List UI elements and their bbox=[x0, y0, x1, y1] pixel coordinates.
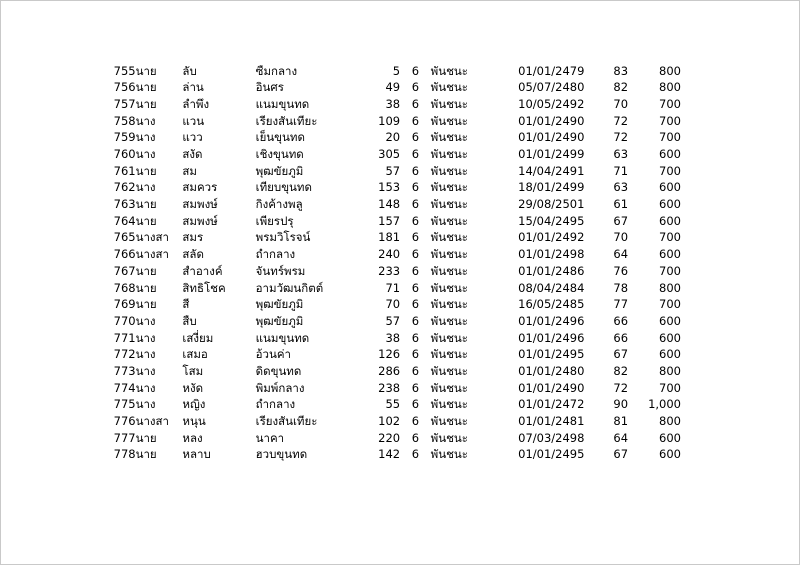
cell-first-name: แวว bbox=[182, 130, 203, 145]
cell-house-no: 70 bbox=[385, 297, 401, 312]
cell-title: นาย bbox=[135, 163, 157, 178]
cell-tambon: พันชนะ bbox=[430, 180, 468, 195]
cell-title: นาง bbox=[135, 347, 156, 362]
cell-moo: 6 bbox=[411, 430, 420, 445]
cell-house-no: 126 bbox=[378, 347, 401, 362]
cell-amount: 600 bbox=[659, 430, 681, 445]
cell-house-no: 57 bbox=[385, 163, 401, 178]
cell-tambon: พันชนะ bbox=[430, 380, 468, 395]
cell-last-name: เรียงสันเทียะ bbox=[255, 414, 318, 429]
table-row bbox=[101, 347, 681, 364]
cell-age: 77 bbox=[613, 297, 629, 312]
cell-first-name: สำอางค์ bbox=[182, 263, 223, 278]
cell-moo: 6 bbox=[411, 330, 420, 345]
cell-last-name: นาคา bbox=[255, 430, 285, 445]
cell-age: 72 bbox=[613, 113, 629, 128]
cell-last-name: จันทร์พรม bbox=[255, 263, 306, 278]
cell-age: 81 bbox=[613, 414, 629, 429]
cell-age: 67 bbox=[613, 447, 629, 462]
cell-title: นาง bbox=[135, 113, 156, 128]
cell-last-name: ฮวบขุนทด bbox=[255, 447, 308, 462]
cell-no: 766 bbox=[113, 247, 136, 262]
cell-first-name: สมพงษ์ bbox=[182, 213, 218, 228]
cell-tambon: พันชนะ bbox=[430, 113, 468, 128]
cell-title: นาง bbox=[135, 130, 156, 145]
cell-no: 777 bbox=[113, 430, 136, 445]
cell-amount: 1,000 bbox=[648, 397, 681, 412]
cell-date: 05/07/2480 bbox=[518, 80, 585, 95]
cell-house-no: 49 bbox=[385, 80, 401, 95]
cell-house-no: 5 bbox=[392, 63, 401, 78]
table-row bbox=[101, 63, 681, 80]
cell-last-name: แนมขุนทด bbox=[255, 330, 310, 345]
cell-date: 01/01/2496 bbox=[518, 313, 585, 328]
cell-first-name: สี bbox=[182, 297, 190, 312]
cell-moo: 6 bbox=[411, 113, 420, 128]
cell-house-no: 286 bbox=[378, 363, 401, 378]
cell-amount: 700 bbox=[659, 96, 681, 111]
cell-date: 01/01/2499 bbox=[518, 147, 585, 162]
cell-amount: 800 bbox=[659, 80, 681, 95]
cell-house-no: 238 bbox=[378, 380, 401, 395]
cell-title: นางสา bbox=[135, 247, 170, 262]
cell-tambon: พันชนะ bbox=[430, 247, 468, 262]
cell-tambon: พันชนะ bbox=[430, 280, 468, 295]
cell-amount: 600 bbox=[659, 197, 681, 212]
cell-age: 82 bbox=[613, 80, 629, 95]
cell-house-no: 148 bbox=[378, 197, 401, 212]
cell-age: 64 bbox=[613, 430, 629, 445]
cell-house-no: 38 bbox=[385, 330, 401, 345]
cell-last-name: อินศร bbox=[255, 80, 284, 95]
cell-title: นาย bbox=[135, 447, 157, 462]
cell-first-name: หงัด bbox=[182, 380, 204, 395]
cell-date: 01/01/2481 bbox=[518, 414, 585, 429]
cell-last-name: พรมวิโรจน์ bbox=[255, 230, 311, 245]
cell-amount: 800 bbox=[659, 363, 681, 378]
cell-no: 761 bbox=[113, 163, 136, 178]
table-row bbox=[101, 213, 681, 230]
table-row bbox=[101, 180, 681, 197]
cell-first-name: สืบ bbox=[182, 313, 197, 328]
cell-amount: 700 bbox=[659, 230, 681, 245]
cell-amount: 600 bbox=[659, 347, 681, 362]
cell-title: นาง bbox=[135, 330, 156, 345]
cell-amount: 700 bbox=[659, 163, 681, 178]
cell-moo: 6 bbox=[411, 197, 420, 212]
cell-date: 08/04/2484 bbox=[518, 280, 585, 295]
cell-moo: 6 bbox=[411, 363, 420, 378]
cell-first-name: ลับ bbox=[182, 63, 197, 78]
cell-date: 01/01/2472 bbox=[518, 397, 585, 412]
cell-title: นาย bbox=[135, 263, 157, 278]
cell-title: นาง bbox=[135, 147, 156, 162]
cell-tambon: พันชนะ bbox=[430, 213, 468, 228]
cell-no: 769 bbox=[113, 297, 136, 312]
table-row bbox=[101, 447, 681, 464]
cell-house-no: 71 bbox=[385, 280, 401, 295]
table-row bbox=[101, 280, 681, 297]
cell-title: นาง bbox=[135, 313, 156, 328]
cell-age: 67 bbox=[613, 347, 629, 362]
cell-age: 76 bbox=[613, 263, 629, 278]
cell-date: 01/01/2490 bbox=[518, 380, 585, 395]
records-table-body bbox=[101, 63, 681, 464]
cell-house-no: 142 bbox=[378, 447, 401, 462]
cell-house-no: 240 bbox=[378, 247, 401, 262]
cell-house-no: 157 bbox=[378, 213, 401, 228]
cell-tambon: พันชนะ bbox=[430, 63, 468, 78]
table-row bbox=[101, 230, 681, 247]
cell-date: 01/01/2490 bbox=[518, 113, 585, 128]
cell-last-name: เชิงขุนทด bbox=[255, 147, 304, 162]
cell-last-name: ถำกลาง bbox=[255, 397, 296, 412]
cell-amount: 600 bbox=[659, 180, 681, 195]
cell-first-name: เสมอ bbox=[182, 347, 208, 362]
cell-age: 78 bbox=[613, 280, 629, 295]
cell-tambon: พันชนะ bbox=[430, 430, 468, 445]
table-row bbox=[101, 380, 681, 397]
table-row bbox=[101, 163, 681, 180]
cell-first-name: โสม bbox=[182, 363, 204, 378]
cell-date: 01/01/2486 bbox=[518, 263, 585, 278]
cell-date: 01/01/2495 bbox=[518, 347, 585, 362]
cell-last-name: กิงค้างพลู bbox=[255, 197, 303, 212]
cell-first-name: สม bbox=[182, 163, 197, 178]
cell-age: 71 bbox=[613, 163, 629, 178]
cell-no: 755 bbox=[113, 63, 136, 78]
cell-amount: 700 bbox=[659, 113, 681, 128]
cell-title: นาย bbox=[135, 197, 157, 212]
cell-first-name: แวน bbox=[182, 113, 205, 128]
table-row bbox=[101, 96, 681, 113]
cell-age: 63 bbox=[613, 180, 629, 195]
cell-moo: 6 bbox=[411, 347, 420, 362]
cell-first-name: สมควร bbox=[182, 180, 218, 195]
cell-title: นาย bbox=[135, 297, 157, 312]
cell-tambon: พันชนะ bbox=[430, 363, 468, 378]
cell-house-no: 57 bbox=[385, 313, 401, 328]
cell-last-name: ดิดขุนทด bbox=[255, 363, 302, 378]
table-row bbox=[101, 113, 681, 130]
cell-title: นาย bbox=[135, 280, 157, 295]
cell-last-name: ซืมกลาง bbox=[255, 63, 298, 78]
table-row bbox=[101, 146, 681, 163]
cell-house-no: 20 bbox=[385, 130, 401, 145]
cell-no: 760 bbox=[113, 147, 136, 162]
cell-age: 82 bbox=[613, 363, 629, 378]
table-row bbox=[101, 413, 681, 430]
cell-moo: 6 bbox=[411, 247, 420, 262]
cell-date: 01/01/2496 bbox=[518, 330, 585, 345]
records-table-wrapper bbox=[101, 63, 701, 464]
cell-amount: 800 bbox=[659, 63, 681, 78]
cell-first-name: ล่าน bbox=[182, 80, 204, 95]
cell-first-name: สมพงษ์ bbox=[182, 197, 218, 212]
table-row bbox=[101, 430, 681, 447]
table-row bbox=[101, 247, 681, 264]
cell-date: 01/01/2498 bbox=[518, 247, 585, 262]
cell-age: 70 bbox=[613, 96, 629, 111]
cell-amount: 700 bbox=[659, 130, 681, 145]
cell-no: 756 bbox=[113, 80, 136, 95]
cell-amount: 700 bbox=[659, 380, 681, 395]
cell-no: 759 bbox=[113, 130, 136, 145]
cell-last-name: พิมพ์กลาง bbox=[255, 380, 305, 395]
cell-amount: 600 bbox=[659, 313, 681, 328]
cell-age: 70 bbox=[613, 230, 629, 245]
cell-last-name: เทียบขุนทด bbox=[255, 180, 312, 195]
cell-age: 64 bbox=[613, 247, 629, 262]
cell-house-no: 153 bbox=[378, 180, 401, 195]
cell-date: 16/05/2485 bbox=[518, 297, 585, 312]
cell-no: 772 bbox=[113, 347, 136, 362]
cell-tambon: พันชนะ bbox=[430, 130, 468, 145]
cell-moo: 6 bbox=[411, 313, 420, 328]
cell-last-name: เย็นขุนทด bbox=[255, 130, 305, 145]
cell-first-name: หญิง bbox=[182, 397, 206, 412]
cell-date: 15/04/2495 bbox=[518, 213, 585, 228]
cell-moo: 6 bbox=[411, 280, 420, 295]
cell-title: นางสา bbox=[135, 230, 170, 245]
cell-tambon: พันชนะ bbox=[430, 297, 468, 312]
cell-amount: 700 bbox=[659, 263, 681, 278]
cell-tambon: พันชนะ bbox=[430, 230, 468, 245]
cell-tambon: พันชนะ bbox=[430, 80, 468, 95]
cell-moo: 6 bbox=[411, 213, 420, 228]
cell-no: 770 bbox=[113, 313, 136, 328]
cell-tambon: พันชนะ bbox=[430, 397, 468, 412]
cell-moo: 6 bbox=[411, 230, 420, 245]
cell-age: 83 bbox=[613, 63, 629, 78]
cell-first-name: สิทธิโชค bbox=[182, 280, 226, 295]
cell-moo: 6 bbox=[411, 263, 420, 278]
cell-no: 767 bbox=[113, 263, 136, 278]
cell-title: นาย bbox=[135, 96, 157, 111]
cell-amount: 600 bbox=[659, 447, 681, 462]
cell-last-name: อามวัฒนกิตต์ bbox=[255, 280, 324, 295]
cell-tambon: พันชนะ bbox=[430, 313, 468, 328]
cell-tambon: พันชนะ bbox=[430, 447, 468, 462]
cell-date: 01/01/2490 bbox=[518, 130, 585, 145]
cell-title: นาย bbox=[135, 213, 157, 228]
cell-first-name: หนุน bbox=[182, 414, 206, 429]
cell-age: 90 bbox=[613, 397, 629, 412]
cell-no: 764 bbox=[113, 213, 136, 228]
cell-date: 29/08/2501 bbox=[518, 197, 585, 212]
cell-last-name: พุฒขัยภูมิ bbox=[255, 163, 304, 178]
cell-age: 72 bbox=[613, 380, 629, 395]
table-row bbox=[101, 330, 681, 347]
cell-tambon: พันชนะ bbox=[430, 197, 468, 212]
cell-date: 14/04/2491 bbox=[518, 163, 585, 178]
cell-title: นาง bbox=[135, 363, 156, 378]
cell-no: 776 bbox=[113, 414, 136, 429]
cell-no: 774 bbox=[113, 380, 136, 395]
cell-no: 762 bbox=[113, 180, 136, 195]
cell-moo: 6 bbox=[411, 147, 420, 162]
cell-date: 01/01/2492 bbox=[518, 230, 585, 245]
cell-first-name: สมร bbox=[182, 230, 204, 245]
table-row bbox=[101, 297, 681, 314]
cell-date: 18/01/2499 bbox=[518, 180, 585, 195]
cell-tambon: พันชนะ bbox=[430, 163, 468, 178]
cell-amount: 700 bbox=[659, 297, 681, 312]
cell-moo: 6 bbox=[411, 447, 420, 462]
cell-moo: 6 bbox=[411, 297, 420, 312]
cell-tambon: พันชนะ bbox=[430, 347, 468, 362]
cell-no: 778 bbox=[113, 447, 136, 462]
cell-house-no: 38 bbox=[385, 96, 401, 111]
cell-date: 10/05/2492 bbox=[518, 96, 585, 111]
cell-no: 757 bbox=[113, 96, 136, 111]
table-row bbox=[101, 197, 681, 214]
table-row bbox=[101, 363, 681, 380]
cell-age: 66 bbox=[613, 330, 629, 345]
cell-title: นาย bbox=[135, 63, 157, 78]
cell-date: 01/01/2495 bbox=[518, 447, 585, 462]
table-row bbox=[101, 80, 681, 97]
cell-moo: 6 bbox=[411, 80, 420, 95]
cell-amount: 600 bbox=[659, 213, 681, 228]
cell-last-name: ถำกลาง bbox=[255, 247, 296, 262]
cell-age: 61 bbox=[613, 197, 629, 212]
cell-tambon: พันชนะ bbox=[430, 147, 468, 162]
cell-first-name: เสงี่ยม bbox=[182, 330, 214, 345]
cell-house-no: 102 bbox=[378, 414, 401, 429]
cell-amount: 800 bbox=[659, 280, 681, 295]
cell-moo: 6 bbox=[411, 397, 420, 412]
cell-house-no: 109 bbox=[378, 113, 401, 128]
cell-amount: 600 bbox=[659, 247, 681, 262]
cell-amount: 600 bbox=[659, 330, 681, 345]
cell-moo: 6 bbox=[411, 63, 420, 78]
cell-no: 763 bbox=[113, 197, 136, 212]
cell-house-no: 233 bbox=[378, 263, 401, 278]
cell-first-name: ลำพึง bbox=[182, 96, 210, 111]
cell-moo: 6 bbox=[411, 163, 420, 178]
cell-tambon: พันชนะ bbox=[430, 414, 468, 429]
cell-no: 768 bbox=[113, 280, 136, 295]
cell-amount: 600 bbox=[659, 147, 681, 162]
cell-amount: 800 bbox=[659, 414, 681, 429]
cell-no: 773 bbox=[113, 363, 136, 378]
cell-last-name: เพียรปรุ bbox=[255, 213, 294, 228]
table-row bbox=[101, 397, 681, 414]
cell-first-name: หลาบ bbox=[182, 447, 211, 462]
cell-age: 67 bbox=[613, 213, 629, 228]
cell-moo: 6 bbox=[411, 180, 420, 195]
cell-tambon: พันชนะ bbox=[430, 263, 468, 278]
cell-age: 72 bbox=[613, 130, 629, 145]
cell-no: 771 bbox=[113, 330, 136, 345]
records-table bbox=[101, 63, 681, 464]
cell-title: นาง bbox=[135, 397, 156, 412]
cell-title: นาย bbox=[135, 80, 157, 95]
cell-age: 66 bbox=[613, 313, 629, 328]
cell-moo: 6 bbox=[411, 96, 420, 111]
cell-age: 63 bbox=[613, 147, 629, 162]
cell-moo: 6 bbox=[411, 380, 420, 395]
table-row bbox=[101, 130, 681, 147]
cell-house-no: 220 bbox=[378, 430, 401, 445]
cell-last-name: พุฒขัยภูมิ bbox=[255, 313, 304, 328]
cell-house-no: 55 bbox=[385, 397, 401, 412]
cell-last-name: แนมขุนทด bbox=[255, 96, 310, 111]
cell-date: 01/01/2479 bbox=[518, 63, 585, 78]
table-row bbox=[101, 313, 681, 330]
cell-first-name: สลัด bbox=[182, 247, 204, 262]
cell-no: 765 bbox=[113, 230, 136, 245]
cell-title: นาย bbox=[135, 430, 157, 445]
cell-last-name: เรียงสันเทียะ bbox=[255, 113, 318, 128]
cell-first-name: สงัด bbox=[182, 147, 203, 162]
table-row bbox=[101, 263, 681, 280]
cell-moo: 6 bbox=[411, 130, 420, 145]
cell-first-name: หลง bbox=[182, 430, 203, 445]
cell-moo: 6 bbox=[411, 414, 420, 429]
cell-date: 01/01/2480 bbox=[518, 363, 585, 378]
cell-date: 07/03/2498 bbox=[518, 430, 585, 445]
cell-last-name: อ้วนค่า bbox=[255, 347, 292, 362]
cell-tambon: พันชนะ bbox=[430, 96, 468, 111]
cell-no: 758 bbox=[113, 113, 136, 128]
cell-house-no: 305 bbox=[378, 147, 401, 162]
cell-title: นาง bbox=[135, 180, 156, 195]
cell-title: นาง bbox=[135, 380, 156, 395]
cell-title: นางสา bbox=[135, 414, 170, 429]
cell-house-no: 181 bbox=[378, 230, 401, 245]
cell-no: 775 bbox=[113, 397, 136, 412]
cell-last-name: พุฒขัยภูมิ bbox=[255, 297, 304, 312]
cell-tambon: พันชนะ bbox=[430, 330, 468, 345]
